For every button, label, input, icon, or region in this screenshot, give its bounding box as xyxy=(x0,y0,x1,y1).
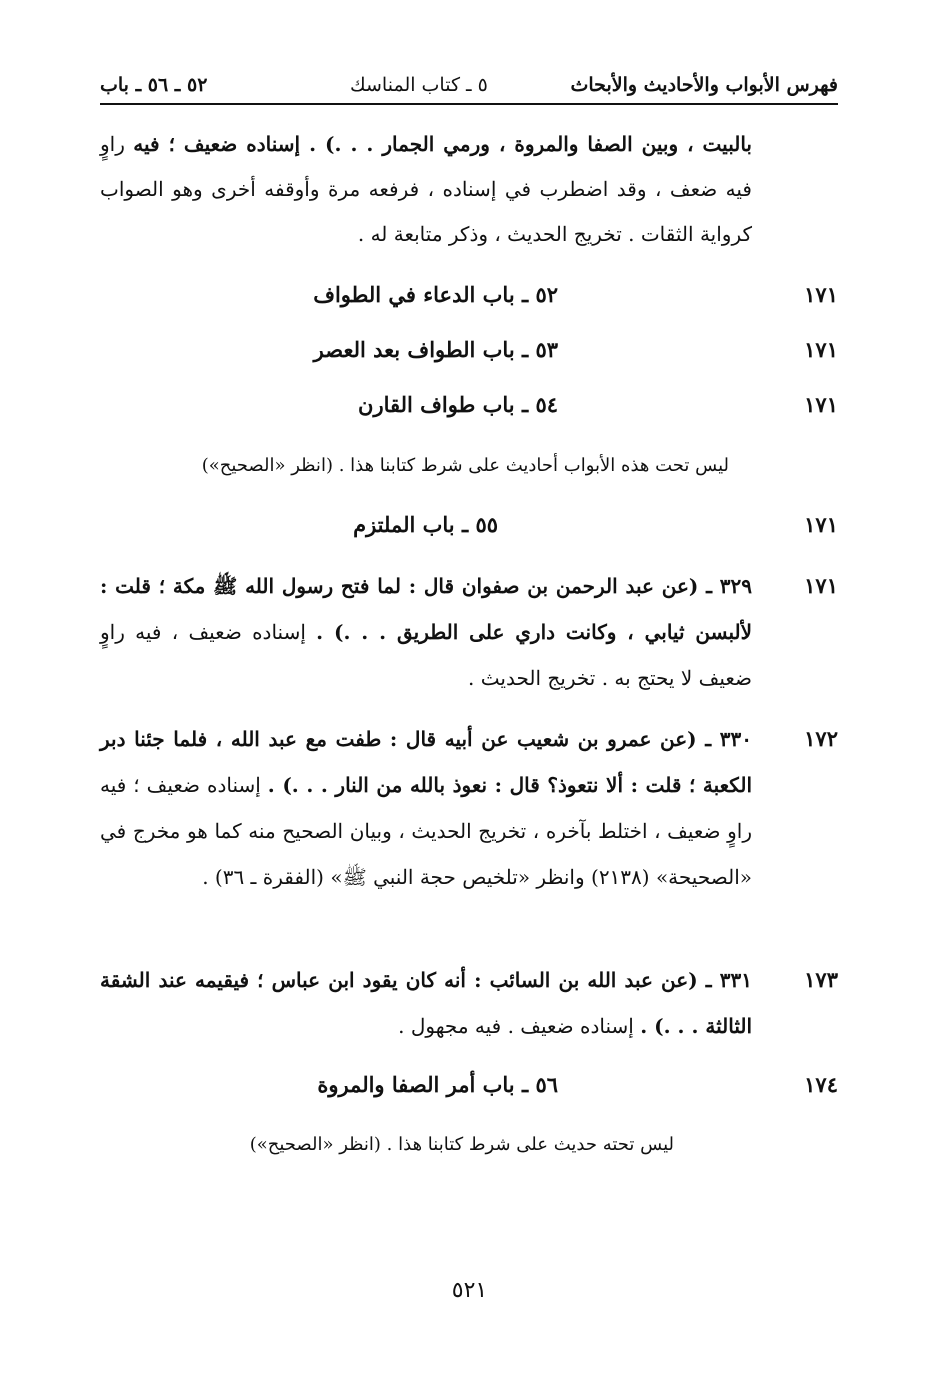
chapter-row xyxy=(100,385,838,425)
header-section-range: ٥٢ ـ ٥٦ ـ باب xyxy=(100,74,208,96)
page-number: ٥٢١ xyxy=(451,1278,488,1303)
entry-text: إسناده ضعيف ، فيه راوٍ ضعيف لا يحتج به . تخريج الحديث . xyxy=(100,620,752,690)
chapter-title: ٥٢ ـ باب الدعاء في الطواف xyxy=(313,282,558,307)
chapter-title: ٥٦ ـ باب أمر الصفا والمروة xyxy=(317,1072,558,1097)
chapter-page-number: ١٧١ xyxy=(804,512,838,537)
chapter-row xyxy=(100,275,838,315)
header-divider xyxy=(100,103,838,105)
entry-bold-text: ٣٣١ ـ (عن عبد الله بن السائب : أنه كان يقود ابن عباس ؛ فيقيمه عند الشقة الثالثة . . .) . xyxy=(100,968,752,1038)
entry-bold-text: ٣٢٩ ـ (عن عبد الرحمن بن صفوان قال : لما فتح رسول الله ﷺ مكة ؛ قلت : لألبسن ثيابي ، وكانت داري على الطريق . . .) . xyxy=(100,574,752,644)
entry-page-number: ١٧٣ xyxy=(804,967,838,992)
hadith-entry xyxy=(100,563,838,701)
chapter-page-number: ١٧١ xyxy=(804,392,838,417)
running-header xyxy=(100,68,838,102)
chapter-page-number: ١٧١ xyxy=(804,337,838,362)
chapter-row xyxy=(100,505,838,545)
intro-text: راوٍ فيه ضعف ، وقد اضطرب في إسناده ، فرفعه مرة وأوقفه أخرى وهو الصواب كرواية الثقات . تخريج الحديث ، وذكر متابعة له . xyxy=(100,132,752,246)
intro-bold-text: بالبيت ، وبين الصفا والمروة ، ورمي الجمار . . .) . إسناده ضعيف ؛ فيه xyxy=(133,132,753,156)
entry-bold-text: ٣٣٠ ـ (عن عمرو بن شعيب عن أبيه قال : طفت مع عبد الله ، فلما جئنا دبر الكعبة ؛ قلت : ألا نتعوذ؟ قال : نعوذ بالله من النار . . .) . xyxy=(100,727,753,797)
entry-text: إسناده ضعيف . فيه مجهول . xyxy=(398,1014,641,1038)
chapter-row xyxy=(100,330,838,370)
chapter-row xyxy=(100,1065,838,1105)
note-text: ليس تحت هذه الأبواب أحاديث على شرط كتابنا هذا . (انظر «الصحيح») xyxy=(201,455,729,476)
note-text: ليس تحته حديث على شرط كتابنا هذا . (انظر «الصحيح») xyxy=(249,1134,674,1155)
header-book-title: فهرس الأبواب والأحاديث والأبحاث xyxy=(570,74,838,96)
header-chapter: ٥ ـ كتاب المناسك xyxy=(350,74,488,96)
intro-paragraph xyxy=(100,122,752,257)
entry-page-number: ١٧١ xyxy=(804,573,838,598)
chapter-title: ٥٥ ـ باب الملتزم xyxy=(353,512,498,537)
chapter-title: ٥٣ ـ باب الطواف بعد العصر xyxy=(313,337,558,362)
entry-text: إسناده ضعيف ؛ فيه راوٍ ضعيف ، اختلط بآخره ، تخريج الحديث ، وبيان الصحيح منه كما هو مخرج في «الصحيحة» (٢١٣٨) وانظر «تلخيص حجة النبي ﷺ» (الفقرة ـ ٣٦) . xyxy=(100,773,752,889)
chapter-page-number: ١٧٤ xyxy=(804,1072,838,1097)
chapter-page-number: ١٧١ xyxy=(804,282,838,307)
chapter-title: ٥٤ ـ باب طواف القارن xyxy=(358,392,558,417)
hadith-entry xyxy=(100,957,838,1049)
hadith-entry xyxy=(100,716,838,900)
entry-page-number: ١٧٢ xyxy=(804,726,838,751)
